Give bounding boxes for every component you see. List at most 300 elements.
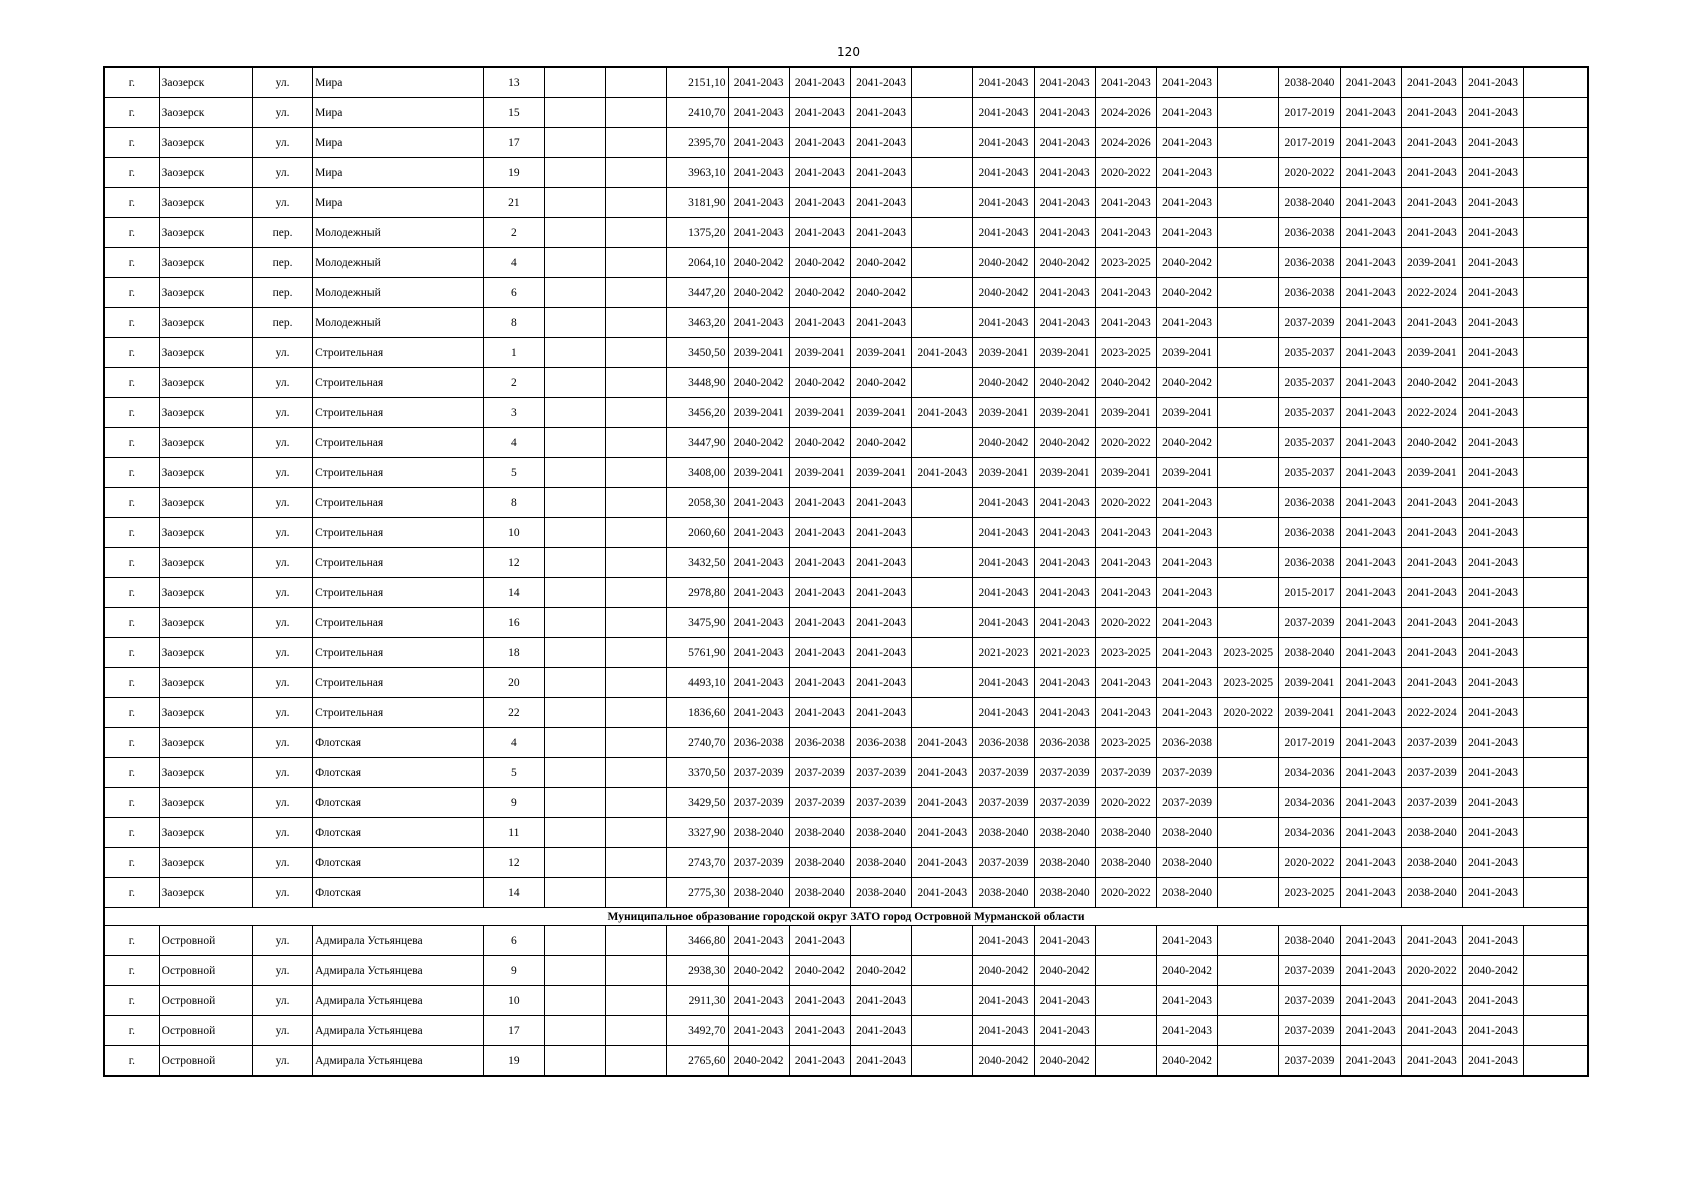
table-cell [1218, 128, 1279, 158]
table-cell: 2039-2041 [1156, 338, 1217, 368]
table-row [104, 638, 1588, 668]
table-cell [544, 458, 605, 488]
table-cell: 2038-2040 [973, 818, 1034, 848]
table-cell: 2037-2039 [728, 758, 789, 788]
table-cell: ул. [252, 518, 312, 548]
table-cell [912, 278, 973, 308]
table-cell: г. [104, 67, 159, 98]
table-cell: 3475,90 [667, 608, 728, 638]
table-cell: 2040-2042 [973, 428, 1034, 458]
table-cell [544, 428, 605, 458]
table-cell: 2041-2043 [912, 398, 973, 428]
table-cell: ул. [252, 986, 312, 1016]
table-cell: ул. [252, 128, 312, 158]
table-row [104, 578, 1588, 608]
table-cell: пер. [252, 308, 312, 338]
table-cell: 2038-2040 [850, 848, 911, 878]
table-cell: 2041-2043 [789, 926, 850, 956]
section-row-group [104, 908, 1588, 926]
table-cell: 2041-2043 [1401, 638, 1462, 668]
table-cell: 2036-2038 [1279, 218, 1340, 248]
table-cell: г. [104, 1046, 159, 1077]
table-cell [1524, 728, 1588, 758]
table-cell: 2039-2041 [1156, 398, 1217, 428]
table-cell: ул. [252, 398, 312, 428]
table-cell: 2978,80 [667, 578, 728, 608]
table-cell: 2040-2042 [1034, 368, 1095, 398]
table-cell: 2041-2043 [1401, 668, 1462, 698]
table-cell: 18 [483, 638, 544, 668]
table-cell: Адмирала Устьянцева [313, 956, 484, 986]
table-cell: 2040-2042 [728, 278, 789, 308]
table-cell: 2041-2043 [728, 67, 789, 98]
table-cell: 2041-2043 [1340, 308, 1401, 338]
table-cell: 2035-2037 [1279, 398, 1340, 428]
table-cell [912, 158, 973, 188]
table-cell: 2041-2043 [789, 128, 850, 158]
table-cell [606, 278, 667, 308]
table-cell [912, 668, 973, 698]
table-cell [606, 728, 667, 758]
table-cell: 2041-2043 [1156, 518, 1217, 548]
table-cell: 2017-2019 [1279, 728, 1340, 758]
table-cell: 2023-2025 [1095, 728, 1156, 758]
table-cell: 2041-2043 [789, 98, 850, 128]
table-cell [544, 878, 605, 908]
table-cell: 3492,70 [667, 1016, 728, 1046]
table-cell: 2040-2042 [789, 956, 850, 986]
table-cell [912, 248, 973, 278]
table-cell: ул. [252, 368, 312, 398]
table-cell: 2036-2038 [1279, 278, 1340, 308]
table-row [104, 488, 1588, 518]
table-cell: 2040-2042 [1156, 428, 1217, 458]
table-cell: 14 [483, 878, 544, 908]
table-cell: 2 [483, 218, 544, 248]
table-cell: 2041-2043 [1462, 878, 1523, 908]
table-cell: 2039-2041 [728, 458, 789, 488]
table-cell: 2037-2039 [973, 758, 1034, 788]
table-cell [544, 1046, 605, 1077]
table-row [104, 128, 1588, 158]
table-cell [1524, 608, 1588, 638]
table-cell: 2041-2043 [1156, 986, 1217, 1016]
table-cell: 22 [483, 698, 544, 728]
table-cell: 2037-2039 [1279, 1046, 1340, 1077]
table-cell [1524, 818, 1588, 848]
table-cell: ул. [252, 158, 312, 188]
section-row [104, 908, 1588, 926]
table-cell: 2041-2043 [1034, 488, 1095, 518]
table-cell: 2035-2037 [1279, 368, 1340, 398]
table-cell [544, 638, 605, 668]
table-cell: Флотская [313, 818, 484, 848]
table-cell [1218, 758, 1279, 788]
table-cell: 3456,20 [667, 398, 728, 428]
table-cell [1524, 1016, 1588, 1046]
table-cell: 2041-2043 [1462, 698, 1523, 728]
table-cell: 2041-2043 [728, 668, 789, 698]
table-cell: г. [104, 248, 159, 278]
table-cell: Островной [159, 956, 252, 986]
table-cell: 2039-2041 [973, 398, 1034, 428]
table-cell: 2041-2043 [973, 518, 1034, 548]
table-cell [912, 368, 973, 398]
table-cell: 2039-2041 [728, 398, 789, 428]
table-cell: г. [104, 788, 159, 818]
table-cell [544, 848, 605, 878]
table-cell: 2041-2043 [1401, 548, 1462, 578]
table-cell: Заозерск [159, 698, 252, 728]
table-cell: 2023-2025 [1218, 638, 1279, 668]
table-cell [1218, 398, 1279, 428]
table-cell [606, 638, 667, 668]
table-cell: 2041-2043 [1034, 518, 1095, 548]
table-cell: 2041-2043 [1462, 458, 1523, 488]
table-row [104, 67, 1588, 98]
table-cell: 2040-2042 [850, 428, 911, 458]
table-cell: 2038-2040 [1034, 848, 1095, 878]
table-cell: Заозерск [159, 788, 252, 818]
table-cell [1218, 1016, 1279, 1046]
table-cell: г. [104, 458, 159, 488]
table-cell [544, 128, 605, 158]
table-cell [606, 548, 667, 578]
table-cell: 2041-2043 [850, 638, 911, 668]
table-cell: ул. [252, 728, 312, 758]
table-cell: 14 [483, 578, 544, 608]
table-cell: 2038-2040 [728, 818, 789, 848]
table-cell: 2035-2037 [1279, 338, 1340, 368]
table-cell: Заозерск [159, 638, 252, 668]
table-cell [1524, 986, 1588, 1016]
table-cell: 3181,90 [667, 188, 728, 218]
table-cell: 2036-2038 [1156, 728, 1217, 758]
table-cell: 2041-2043 [1340, 98, 1401, 128]
table-cell: 2035-2037 [1279, 428, 1340, 458]
table-cell: ул. [252, 926, 312, 956]
table-cell: Заозерск [159, 488, 252, 518]
table-cell: Строительная [313, 368, 484, 398]
table-cell: 2040-2042 [1095, 368, 1156, 398]
table-cell: 2041-2043 [973, 698, 1034, 728]
table-cell: 2039-2041 [1279, 698, 1340, 728]
table-cell: 2040-2042 [973, 956, 1034, 986]
table-cell: 2041-2043 [1340, 188, 1401, 218]
table-cell [1218, 926, 1279, 956]
table-cell: 3463,20 [667, 308, 728, 338]
table-cell: 2041-2043 [1034, 578, 1095, 608]
table-cell: 2041-2043 [1401, 308, 1462, 338]
table-cell: 2041-2043 [728, 308, 789, 338]
table-cell: 2034-2036 [1279, 758, 1340, 788]
table-cell: 2041-2043 [973, 578, 1034, 608]
table-cell: 2021-2023 [973, 638, 1034, 668]
table-cell [544, 398, 605, 428]
table-cell: Строительная [313, 638, 484, 668]
table-row [104, 926, 1588, 956]
table-cell: 2037-2039 [728, 848, 789, 878]
table-cell: 2041-2043 [1340, 248, 1401, 278]
table-cell: ул. [252, 338, 312, 368]
table-cell: 2041-2043 [1095, 668, 1156, 698]
table-cell: 2765,60 [667, 1046, 728, 1077]
table-cell: 2038-2040 [973, 878, 1034, 908]
table-cell: 2040-2042 [1156, 956, 1217, 986]
table-cell: 2040-2042 [728, 956, 789, 986]
table-cell: 2039-2041 [1034, 398, 1095, 428]
table-cell: 2041-2043 [912, 818, 973, 848]
table-cell: 4493,10 [667, 668, 728, 698]
table-cell: 2041-2043 [1462, 668, 1523, 698]
table-cell [1095, 926, 1156, 956]
table-cell: 2036-2038 [789, 728, 850, 758]
table-cell: г. [104, 278, 159, 308]
table-cell [1524, 128, 1588, 158]
table-cell [544, 488, 605, 518]
table-cell [606, 878, 667, 908]
table-cell: Заозерск [159, 338, 252, 368]
table-cell: ул. [252, 956, 312, 986]
table-cell: 4 [483, 248, 544, 278]
table-cell: 2022-2024 [1401, 398, 1462, 428]
table-cell [1524, 218, 1588, 248]
table-cell: 2040-2042 [1401, 368, 1462, 398]
table-row [104, 548, 1588, 578]
table-cell: 2037-2039 [850, 758, 911, 788]
table-cell [1524, 578, 1588, 608]
table-cell: Молодежный [313, 218, 484, 248]
table-cell: 2024-2026 [1095, 98, 1156, 128]
table-cell: Заозерск [159, 458, 252, 488]
table-cell: 2041-2043 [1462, 368, 1523, 398]
table-cell: 2017-2019 [1279, 98, 1340, 128]
table-cell: 2039-2041 [1401, 338, 1462, 368]
table-cell [1524, 848, 1588, 878]
table-cell: 3450,50 [667, 338, 728, 368]
table-cell [606, 248, 667, 278]
table-cell: ул. [252, 98, 312, 128]
table-cell: 2041-2043 [1401, 488, 1462, 518]
table-cell [1524, 368, 1588, 398]
table-cell [606, 698, 667, 728]
table-cell: 2037-2039 [1279, 1016, 1340, 1046]
table-cell [1218, 338, 1279, 368]
table-cell: 2041-2043 [1156, 158, 1217, 188]
table-cell [1218, 608, 1279, 638]
table-cell: 2041-2043 [973, 608, 1034, 638]
table-cell: 6 [483, 926, 544, 956]
table-cell: 21 [483, 188, 544, 218]
table-cell: 2022-2024 [1401, 698, 1462, 728]
table-cell: г. [104, 638, 159, 668]
table-cell [912, 1016, 973, 1046]
table-cell: 2041-2043 [789, 488, 850, 518]
table-row [104, 608, 1588, 638]
table-cell: 2041-2043 [850, 1046, 911, 1077]
table-cell: Мира [313, 188, 484, 218]
table-cell: Островной [159, 1046, 252, 1077]
table-cell [1524, 308, 1588, 338]
table-cell: пер. [252, 248, 312, 278]
table-cell: Строительная [313, 398, 484, 428]
page-number: 120 [837, 45, 860, 59]
table-cell: 2038-2040 [1279, 188, 1340, 218]
table-cell: 2041-2043 [1156, 188, 1217, 218]
table-cell: 2023-2025 [1279, 878, 1340, 908]
table-cell: 2040-2042 [789, 278, 850, 308]
table-cell: 2041-2043 [1034, 986, 1095, 1016]
table-cell: Заозерск [159, 218, 252, 248]
table-cell: 2041-2043 [973, 188, 1034, 218]
table-row [104, 248, 1588, 278]
table-cell: 2041-2043 [1034, 98, 1095, 128]
table-cell: 3447,90 [667, 428, 728, 458]
table-cell: 2058,30 [667, 488, 728, 518]
table-cell [606, 338, 667, 368]
table-cell [544, 1016, 605, 1046]
table-cell: 2041-2043 [1156, 308, 1217, 338]
table-cell: 2022-2024 [1401, 278, 1462, 308]
table-cell: Заозерск [159, 67, 252, 98]
table-cell [606, 578, 667, 608]
table-cell: г. [104, 578, 159, 608]
table-cell: Островной [159, 926, 252, 956]
table-cell: 17 [483, 128, 544, 158]
table-cell: 2038-2040 [1156, 818, 1217, 848]
table-cell: 2041-2043 [1462, 578, 1523, 608]
table-cell [544, 986, 605, 1016]
table-cell: г. [104, 338, 159, 368]
table-cell: 2020-2022 [1095, 788, 1156, 818]
table-cell [912, 638, 973, 668]
table-cell: 2020-2022 [1095, 158, 1156, 188]
table-cell: Адмирала Устьянцева [313, 1016, 484, 1046]
table-cell: 2041-2043 [1156, 488, 1217, 518]
table-cell [1218, 578, 1279, 608]
table-cell: 2041-2043 [1340, 368, 1401, 398]
table-cell [1218, 548, 1279, 578]
table-cell [1218, 488, 1279, 518]
table-cell: 2041-2043 [1340, 518, 1401, 548]
table-cell: 2041-2043 [973, 218, 1034, 248]
table-cell [912, 218, 973, 248]
table-cell [912, 128, 973, 158]
table-cell [544, 548, 605, 578]
table-cell: 2041-2043 [1340, 158, 1401, 188]
table-cell: 2041-2043 [1034, 698, 1095, 728]
table-cell: 2041-2043 [1462, 818, 1523, 848]
table-cell: г. [104, 698, 159, 728]
table-cell: 2041-2043 [973, 67, 1034, 98]
table-cell: 2041-2043 [1156, 128, 1217, 158]
table-row [104, 956, 1588, 986]
table-cell: 9 [483, 788, 544, 818]
table-cell: 17 [483, 1016, 544, 1046]
table-cell: 2038-2040 [1156, 878, 1217, 908]
table-cell: 2041-2043 [850, 218, 911, 248]
table-cell: 3408,00 [667, 458, 728, 488]
table-cell: 2041-2043 [728, 188, 789, 218]
table-cell: 2039-2041 [973, 458, 1034, 488]
table-row [104, 668, 1588, 698]
table-cell: 2041-2043 [1156, 218, 1217, 248]
table-cell: 2038-2040 [1095, 818, 1156, 848]
table-cell: 2040-2042 [1156, 278, 1217, 308]
table-cell: 2041-2043 [1340, 1016, 1401, 1046]
table-cell [1524, 248, 1588, 278]
table-cell: 1 [483, 338, 544, 368]
table-cell: 2775,30 [667, 878, 728, 908]
table-cell: 2041-2043 [850, 98, 911, 128]
table-cell: 2037-2039 [1279, 308, 1340, 338]
table-cell [1524, 458, 1588, 488]
table-cell: Строительная [313, 698, 484, 728]
table-cell: 2041-2043 [728, 986, 789, 1016]
table-cell: Строительная [313, 428, 484, 458]
table-cell: 2041-2043 [912, 728, 973, 758]
table-cell [1524, 638, 1588, 668]
table-cell: 2041-2043 [1156, 926, 1217, 956]
table-row [104, 878, 1588, 908]
table-cell: 2041-2043 [1340, 128, 1401, 158]
table-cell: 2041-2043 [728, 638, 789, 668]
table-cell: 2037-2039 [1156, 758, 1217, 788]
table-row [104, 986, 1588, 1016]
table-row [104, 458, 1588, 488]
table-cell: 2041-2043 [1095, 188, 1156, 218]
table-cell [544, 926, 605, 956]
table-cell: 2041-2043 [1340, 758, 1401, 788]
table-cell: 2040-2042 [973, 278, 1034, 308]
table-cell: 2041-2043 [1340, 458, 1401, 488]
table-cell [606, 308, 667, 338]
table-row [104, 428, 1588, 458]
table-cell: Заозерск [159, 848, 252, 878]
table-cell: ул. [252, 698, 312, 728]
table-row [104, 338, 1588, 368]
housing-table [103, 66, 1589, 1077]
table-cell: 2041-2043 [1095, 67, 1156, 98]
table-cell: Островной [159, 986, 252, 1016]
table-cell: 2041-2043 [728, 98, 789, 128]
table-cell: 2041-2043 [1340, 578, 1401, 608]
table-cell: 2037-2039 [1401, 788, 1462, 818]
table-cell: 2041-2043 [1462, 218, 1523, 248]
table-cell: 2037-2039 [973, 848, 1034, 878]
table-cell: Заозерск [159, 98, 252, 128]
table-cell [1524, 1046, 1588, 1077]
table-row [104, 1016, 1588, 1046]
table-cell: Заозерск [159, 668, 252, 698]
table-cell: 2039-2041 [973, 338, 1034, 368]
table-cell: Адмирала Устьянцева [313, 986, 484, 1016]
table-cell [544, 758, 605, 788]
table-cell: 2041-2043 [1340, 218, 1401, 248]
table-cell [1524, 956, 1588, 986]
table-cell: 2039-2041 [1034, 338, 1095, 368]
table-cell [912, 67, 973, 98]
table-cell: г. [104, 926, 159, 956]
table-cell: г. [104, 548, 159, 578]
table-cell: 2036-2038 [728, 728, 789, 758]
table-cell: 2036-2038 [1034, 728, 1095, 758]
table-cell: 2040-2042 [973, 1046, 1034, 1077]
table-cell: 2041-2043 [1462, 428, 1523, 458]
table-cell: 4 [483, 728, 544, 758]
table-cell: 2041-2043 [1462, 98, 1523, 128]
table-cell: 2041-2043 [1034, 308, 1095, 338]
